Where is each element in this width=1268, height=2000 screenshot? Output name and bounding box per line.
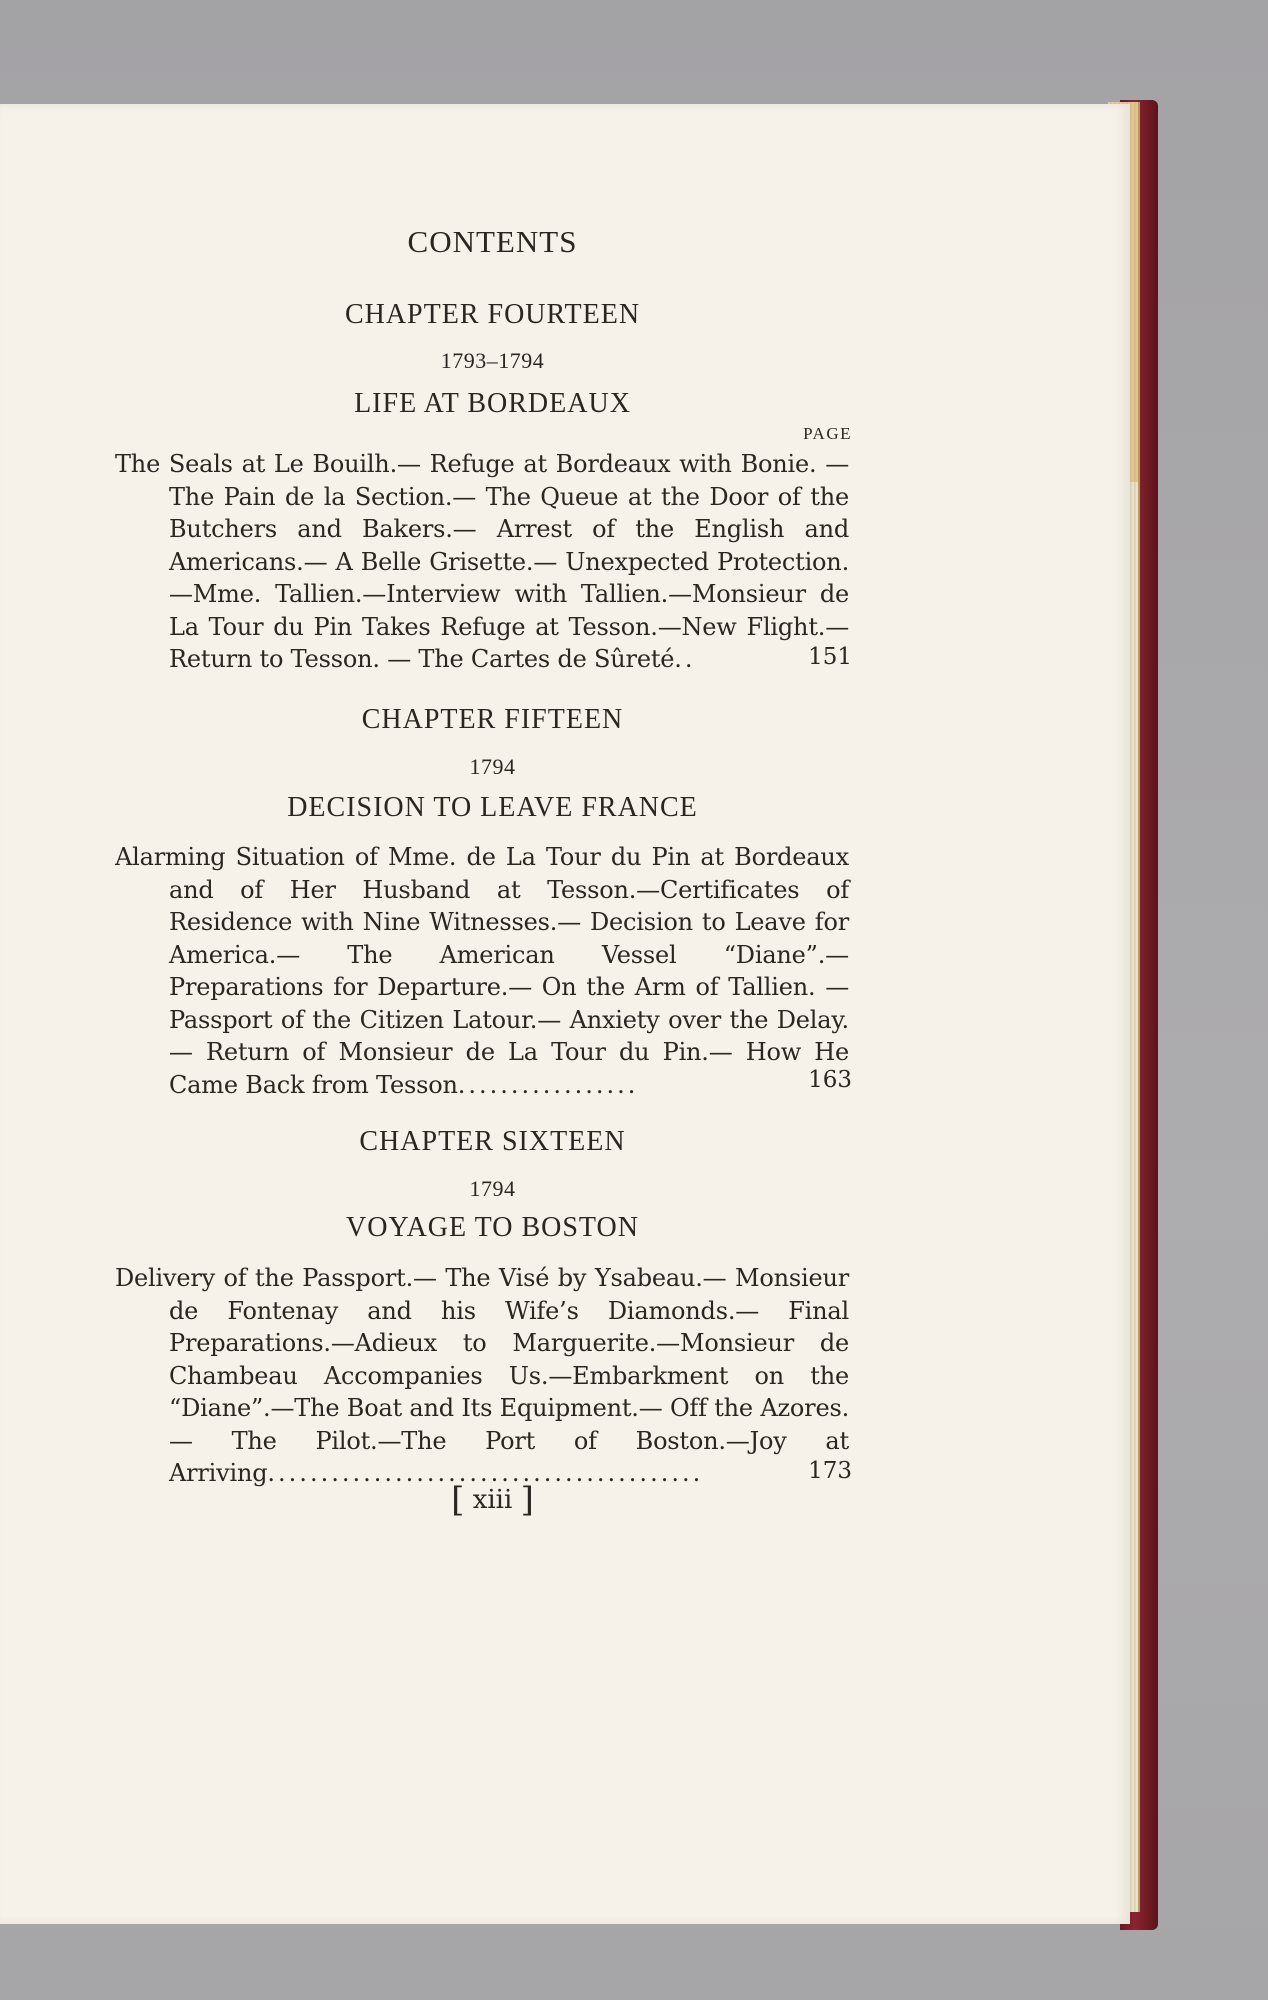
- folio-bracket-right: ]: [520, 1480, 534, 1520]
- page-number: 163: [808, 1067, 852, 1093]
- chapter-heading: CHAPTER SIXTEEN: [359, 1126, 626, 1157]
- summary-text: Delivery of the Passport.— The Visé by Ysabeau.— Monsieur de Fontenay and his Wife’s Diamonds.— Final Preparations.—Adieux to Marguerite.—Monsieur de Chambeau Accompanies Us.—Embarkment on the “Diane”.—The Boat and Its Equipment.— Off the Azores.— The Pilot.—The Port of Boston.—Joy at Arriving: [115, 1264, 849, 1487]
- chapter-heading: CHAPTER FIFTEEN: [361, 704, 624, 735]
- dot-leader: .........................................: [267, 1459, 704, 1487]
- folio-number: xiii: [472, 1485, 513, 1515]
- dot-leader: ..: [674, 645, 696, 673]
- chapter-heading: CHAPTER FOURTEEN: [344, 299, 641, 330]
- chapter-subject: LIFE AT BORDEAUX: [354, 388, 631, 419]
- chapter-summary: [115, 841, 849, 1101]
- folio-bracket-left: [: [451, 1480, 465, 1520]
- chapter-subject: DECISION TO LEAVE FRANCE: [287, 792, 698, 823]
- page-column-label: PAGE: [803, 424, 852, 443]
- page-number: 151: [808, 644, 852, 670]
- chapter-years: 1794: [469, 1176, 516, 1201]
- page-number: 173: [808, 1458, 852, 1484]
- chapter-years: 1793–1794: [440, 348, 545, 373]
- summary-text: Alarming Situation of Mme. de La Tour du Pin at Bordeaux and of Her Husband at Tesson.—Certificates of Residence with Nine Witnesses.— Decision to Leave for America.— The American Vessel “Diane”.— Preparations for Departure.— On the Arm of Tallien. — Passport of the Citizen Latour.— Anxiety over the Delay.— Return of Monsieur de La Tour du Pin.— How He Came Back from Tesson: [115, 843, 849, 1099]
- summary-text: The Seals at Le Bouilh.— Refuge at Bordeaux with Bonie. —The Pain de la Section.— The Queue at the Door of the Butchers and Bakers.— Arrest of the English and Americans.— A Belle Grisette.— Unexpected Protection.—Mme. Tallien.—Interview with Tallien.—Monsieur de La Tour du Pin Takes Refuge at Tesson.—New Flight.— Return to Tesson. — The Cartes de Sûreté: [115, 450, 849, 673]
- book-page: [0, 104, 1130, 1924]
- chapter-summary: [115, 1262, 849, 1490]
- contents-title: CONTENTS: [407, 224, 578, 259]
- dot-leader: .................: [457, 1070, 639, 1099]
- chapter-years: 1794: [469, 754, 516, 779]
- chapter-subject: VOYAGE TO BOSTON: [346, 1212, 639, 1243]
- chapter-summary: [115, 448, 849, 676]
- folio: [115, 1480, 870, 1520]
